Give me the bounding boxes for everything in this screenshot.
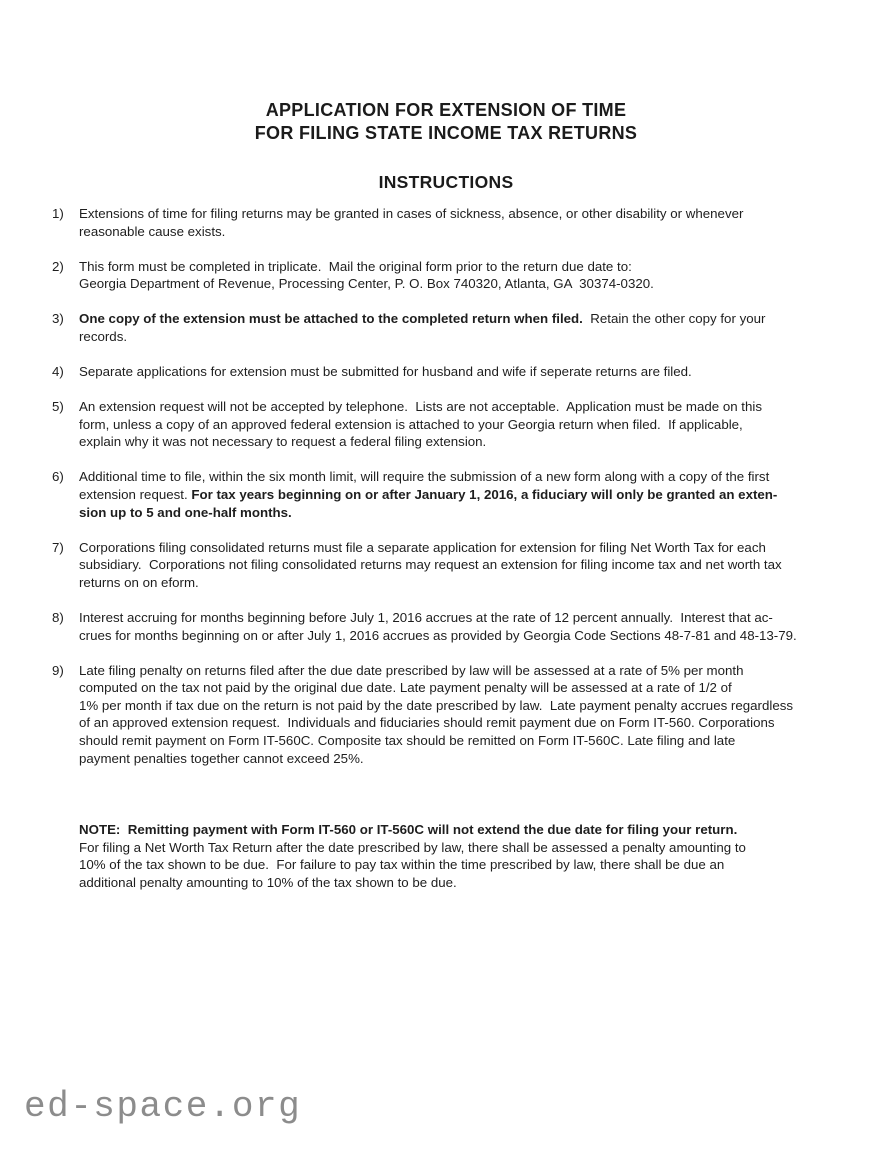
instruction-item [52,609,892,644]
document-title [0,0,892,145]
item-number: 6) [52,469,64,485]
item-text [79,662,793,768]
text-line [79,363,692,381]
text-line [79,416,762,434]
text-line [79,486,777,504]
text-line [79,697,793,715]
text-segment: Extensions of time for filing returns may be granted in cases of sickness, absence, or other disability or whenever [79,206,744,221]
text-segment: reasonable cause exists. [79,223,226,239]
text-line [79,821,892,839]
text-line [79,627,797,645]
instruction-item [52,539,892,592]
instruction-item [52,468,892,521]
title-line-1: APPLICATION FOR EXTENSION OF TIME [265,100,627,120]
text-segment: 1% per month if tax due on the return is not paid by the date prescribed by law. Late payment penalty accrues regardless [79,697,794,713]
text-segment: of an approved extension request. Individuals and fiduciaries should remit payment due on Form IT-560. Corporations [79,715,775,731]
text-line [79,258,654,276]
text-segment: explain why it was not necessary to request a federal filing extension. [79,434,487,450]
bold-text-segment: NOTE: Remitting payment with Form IT-560 or IT-560C will not extend the due date for filing your return. [79,822,738,838]
text-line [79,433,762,451]
item-text [79,363,692,381]
item-text [79,398,762,451]
text-line [79,398,762,416]
text-segment: An extension request will not be accepted by telephone. Lists are not acceptable. Application must be made on this [79,399,762,415]
text-segment: Corporations filing consolidated returns must file a separate application for extension for filing Net Worth Tax for each [79,539,766,555]
item-number: 8) [52,610,64,625]
text-segment: Late filing penalty on returns filed after the due date prescribed by law will be assessed at a rate of 5% per month [79,662,744,678]
instruction-item [52,258,892,293]
text-line [79,662,793,680]
text-segment: Retain the other copy for your [582,311,766,327]
bold-text-segment: One copy of the extension must be attached to the completed return when filed. [79,311,583,327]
text-line [79,205,743,223]
text-line [79,574,782,592]
instruction-item [52,398,892,451]
text-line [79,223,743,241]
text-segment: computed on the tax not paid by the original due date. Late payment penalty will be assessed at a rate of 1/2 of [79,680,732,696]
item-text [79,468,777,521]
text-segment: For filing a Net Worth Tax Return after the date prescribed by law, there shall be assessed a penalty amounting to [79,839,746,855]
item-text [79,258,654,293]
text-line [79,839,892,857]
text-line [79,609,797,627]
text-segment: form, unless a copy of an approved federal extension is attached to your Georgia return when filed. If applicable, [79,416,743,432]
instruction-item [52,310,892,345]
watermark: ed-space.org [24,1086,302,1127]
text-segment: additional penalty amounting to 10% of the tax shown to be due. [79,875,457,891]
text-segment: Separate applications for extension must be submitted for husband and wife if seperate returns are filed. [79,364,692,380]
text-segment: records. [79,328,128,344]
text-segment: extension request. [79,487,192,503]
text-line [79,750,793,768]
text-segment: Additional time to file, within the six month limit, will require the submission of a new form along with a copy of the first [79,469,770,485]
instruction-item [52,662,892,768]
item-text [79,205,743,240]
text-line [79,732,793,750]
text-segment: Georgia Department of Revenue, Processing Center, P. O. Box 740320, Atlanta, GA 30374-0320. [79,276,654,292]
text-line [79,714,793,732]
text-segment: subsidiary. Corporations not filing consolidated returns may request an extension for filing income tax and net worth tax [79,557,782,573]
instructions-heading: INSTRUCTIONS [378,172,514,192]
title-line-2: FOR FILING STATE INCOME TAX RETURNS [254,123,638,143]
instruction-item [52,205,892,240]
text-segment: Interest accruing for months beginning before July 1, 2016 accrues at the rate of 12 percent annually. Interest that ac- [79,610,773,625]
text-line [79,468,777,486]
text-segment: returns on on eform. [79,574,199,590]
text-line [79,539,782,557]
text-segment: payment penalties together cannot exceed 25%. [79,750,364,766]
note-block [79,821,892,891]
item-text [79,310,765,345]
item-text [79,609,797,644]
text-line [79,556,782,574]
text-line [79,310,765,328]
text-segment: This form must be completed in triplicate. Mail the original form prior to the return due date to: [79,258,632,274]
item-number: 5) [52,399,64,415]
text-line [79,504,777,522]
text-line [79,679,793,697]
item-text [79,539,782,592]
instruction-item [52,363,892,381]
text-line [79,275,654,293]
bold-text-segment: For tax years beginning on or after January 1, 2016, a fiduciary will only be granted an exten- [191,487,778,503]
item-number: 1) [52,206,64,221]
text-segment: should remit payment on Form IT-560C. Composite tax should be remitted on Form IT-560C. Late filing and late [79,733,736,749]
item-number: 7) [52,539,64,555]
instruction-list [0,205,892,767]
text-segment: crues for months beginning on or after July 1, 2016 accrues as provided by Georgia Code Sections 48-7-81 and 48-13-79. [79,627,797,643]
item-number: 4) [52,364,64,380]
item-number: 3) [52,311,64,327]
text-line [79,856,892,874]
text-segment: 10% of the tax shown to be due. For failure to pay tax within the time prescribed by law, there shall be due an [79,857,725,873]
item-number: 9) [52,662,64,678]
text-line [79,874,892,892]
text-line [79,328,765,346]
bold-text-segment: sion up to 5 and one-half months. [79,504,292,520]
item-number: 2) [52,258,64,274]
